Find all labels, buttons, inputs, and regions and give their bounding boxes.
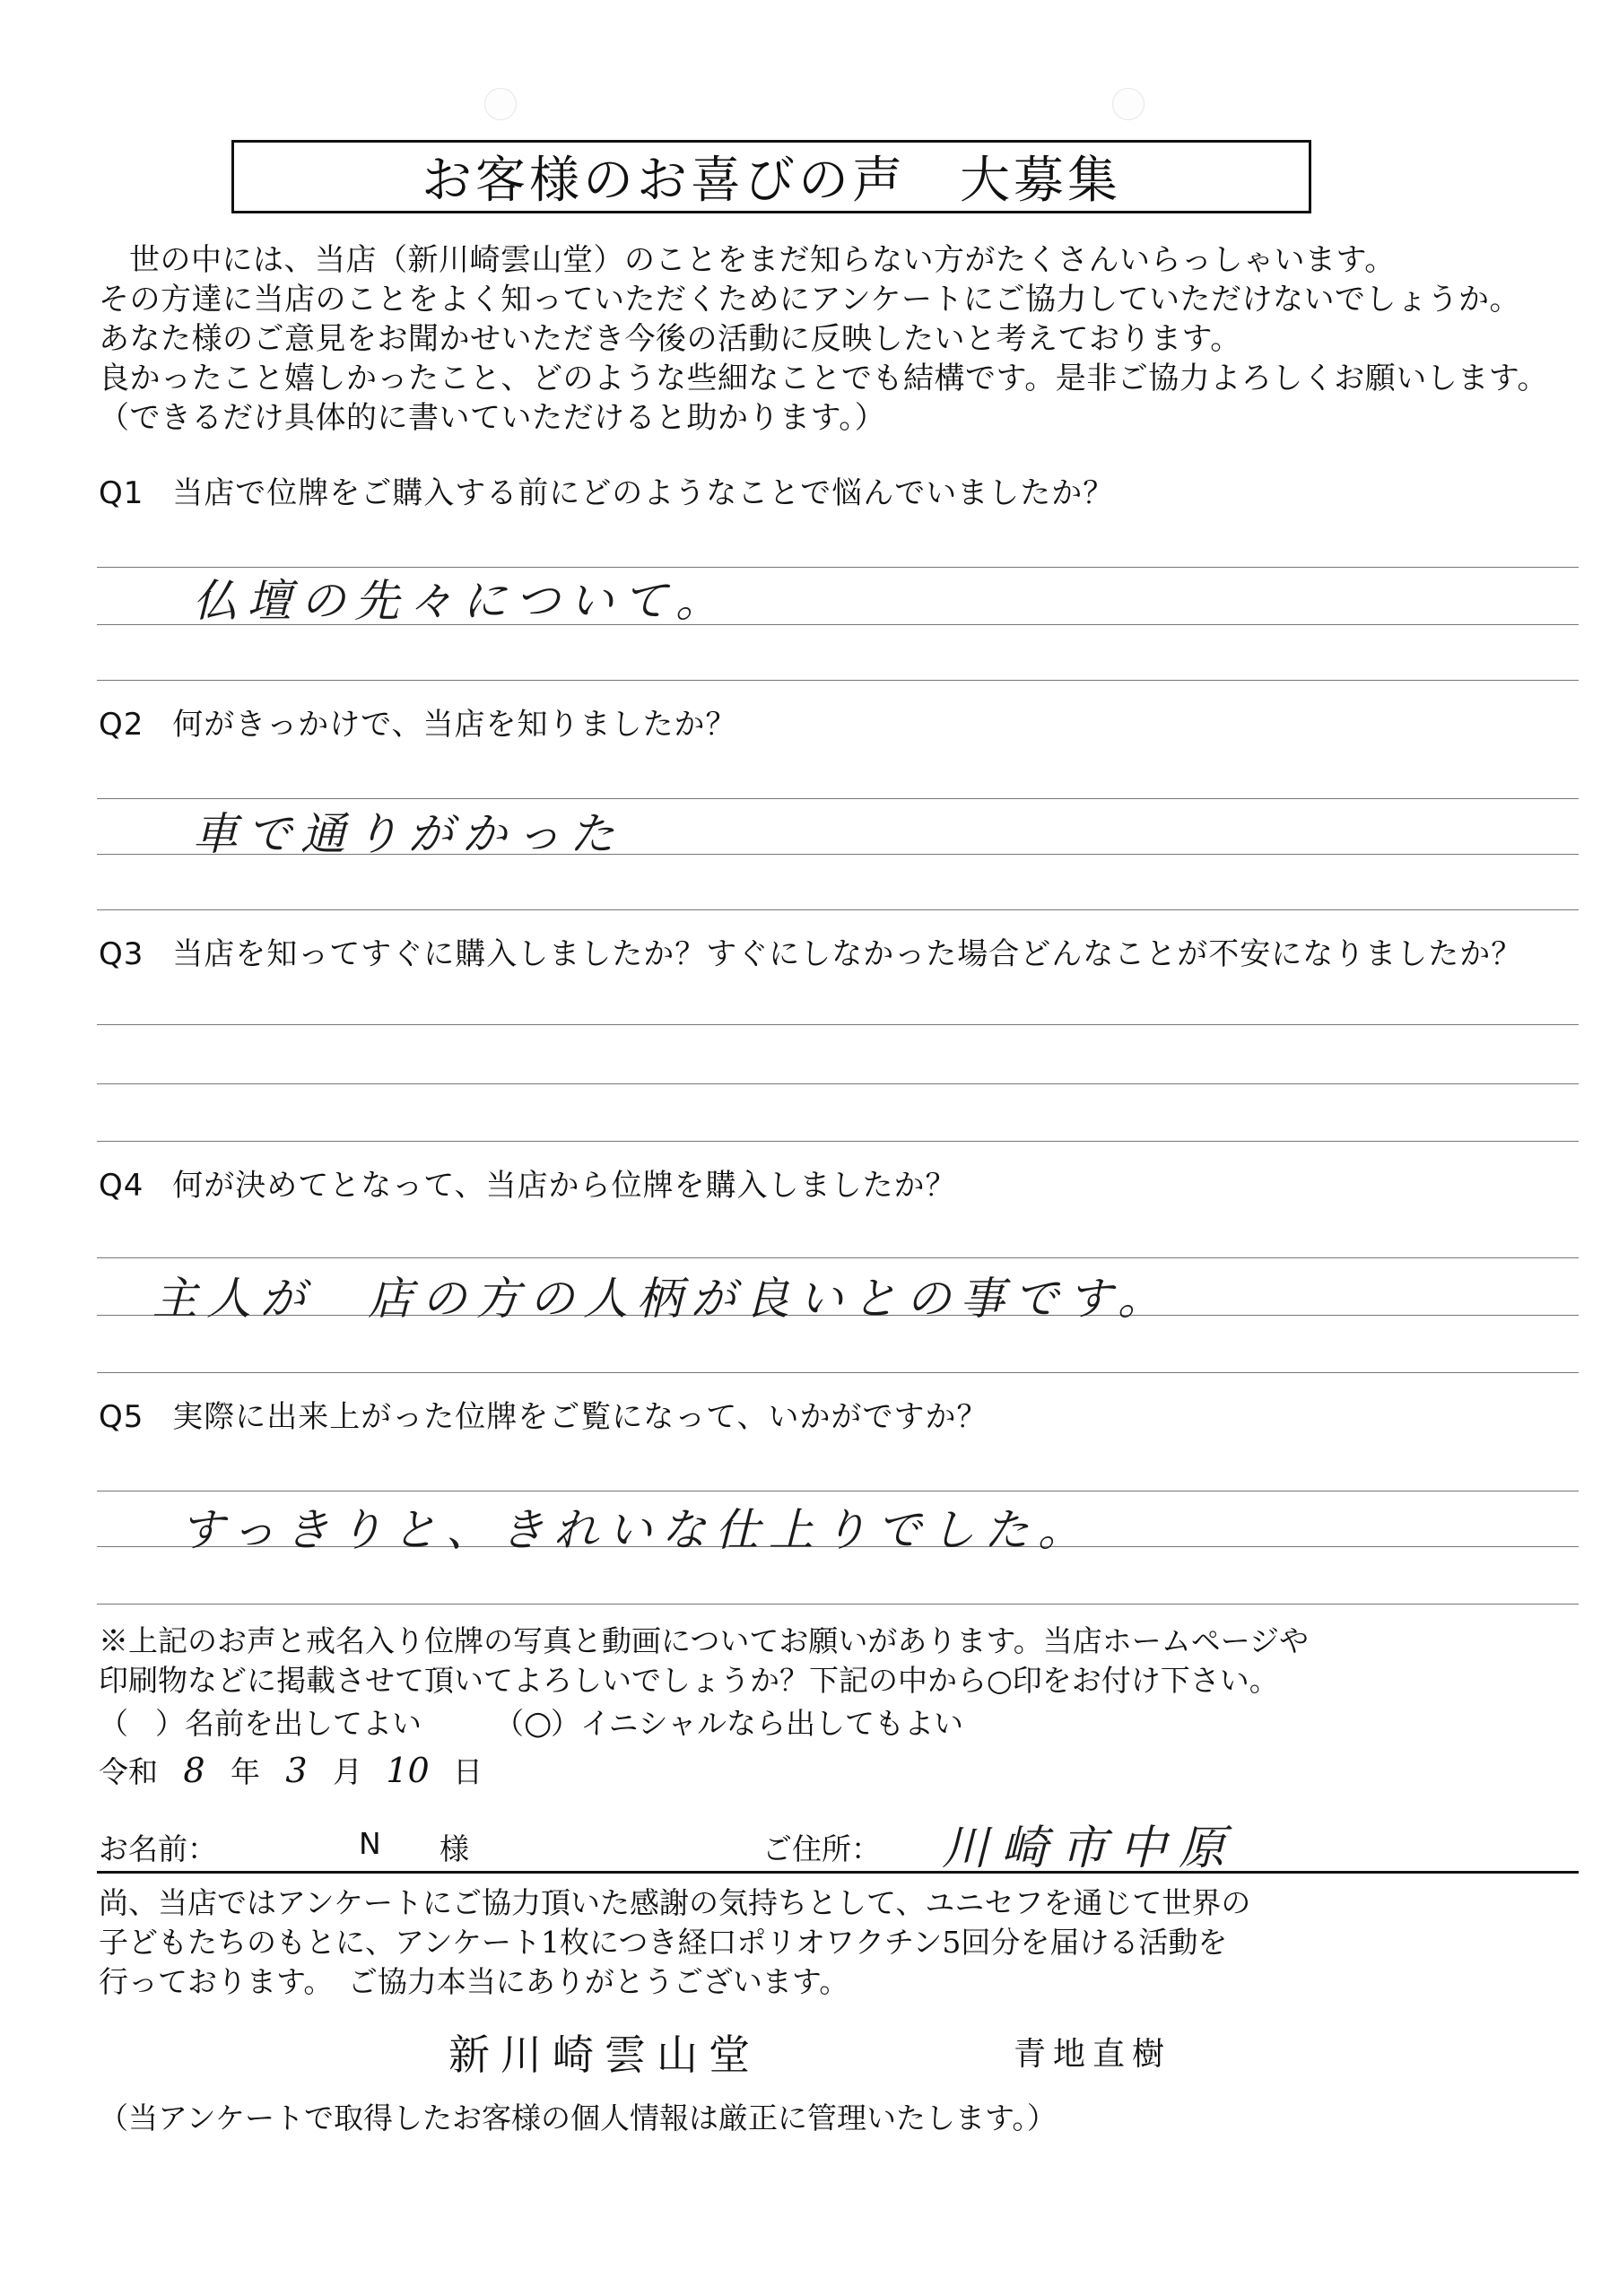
question-number: Q2 — [99, 707, 144, 743]
answer-4-handwritten: 主人が 店の方の人柄が良いとの事です。 — [152, 1273, 1171, 1325]
date-month: 3 — [285, 1751, 308, 1790]
answer-line — [97, 1024, 1579, 1025]
consent-options — [99, 1700, 963, 1743]
thanks-text — [99, 1883, 1570, 2002]
thanks-line: 尚、当店ではアンケートにご協力頂いた感謝の気持ちとして、ユニセフを通じて世界の — [99, 1885, 1251, 1920]
punch-hole-left — [484, 88, 517, 120]
question-text: 当店で位牌をご購入する前にどのようなことで悩んでいましたか？ — [172, 475, 1115, 511]
intro-line: あなた様のご意見をお聞かせいただき今後の活動に反映したいと考えております。 — [99, 321, 1241, 357]
customer-address: 川崎市中原 — [942, 1822, 1239, 1875]
date-era: 令和 — [99, 1754, 158, 1789]
answer-1-handwritten: 仏壇の先々について。 — [193, 575, 729, 627]
intro-line: （できるだけ具体的に書いていただけると助かります。） — [99, 400, 886, 436]
consent-mark-initial: ○ — [524, 1705, 553, 1742]
question-2 — [99, 700, 737, 744]
question-number: Q1 — [99, 475, 144, 511]
answer-line — [97, 1604, 1579, 1605]
question-3 — [99, 929, 1522, 973]
answer-line — [97, 909, 1579, 910]
page-title: お客様のお喜びの声 大募集 — [231, 140, 1311, 213]
thanks-line: 子どもたちのもとに、アンケート1枚につき経口ポリオワクチン5回分を届ける活動を — [99, 1925, 1228, 1960]
answer-2-handwritten: 車で通りがかった — [193, 808, 623, 860]
name-divider — [97, 1871, 1579, 1874]
privacy-note: （当アンケートで取得したお客様の個人情報は厳正に管理いたします。） — [99, 2100, 1057, 2135]
answer-line — [97, 680, 1579, 681]
question-text: 実際に出来上がった位牌をご覧になって、いかがですか？ — [172, 1399, 988, 1435]
question-number: Q4 — [99, 1168, 144, 1204]
consent-label-name: 名前を出してよい — [185, 1706, 422, 1741]
answer-line — [97, 1372, 1579, 1373]
question-number: Q3 — [99, 936, 144, 972]
answer-5-handwritten: すっきりと、きれいな仕上りでした。 — [179, 1504, 1092, 1556]
date-day: 10 — [386, 1751, 430, 1790]
intro-line: 良かったこと嬉しかったこと、どのような些細なことでも結構です。是非ご協力よろしくお願いします。 — [99, 361, 1549, 396]
question-number: Q5 — [99, 1399, 144, 1435]
intro-line: 世の中には、当店（新川崎雲山堂）のことをまだ知らない方がたくさんいらっしゃいます。 — [129, 242, 1396, 278]
question-4 — [99, 1161, 957, 1205]
name-honorific: 様 — [440, 1831, 469, 1866]
answer-line — [97, 1491, 1579, 1492]
name-label: お名前： — [99, 1831, 217, 1866]
notice-line: ※上記のお声と戒名入り位牌の写真と動画についてお願いがあります。当店ホームページや — [99, 1623, 1310, 1658]
shop-name: 新川崎雲山堂 — [448, 2031, 761, 2079]
date-year-unit: 年 — [231, 1754, 260, 1789]
consent-option-name[interactable]: （ ）名前を出してよい — [99, 1706, 422, 1741]
intro-text — [99, 240, 1570, 438]
question-text: 当店を知ってすぐに購入しましたか？すぐにしなかった場合どんなことが不安になりましたか？ — [172, 936, 1523, 972]
question-1 — [99, 468, 1114, 512]
question-5 — [99, 1392, 988, 1436]
answer-line — [97, 1257, 1579, 1258]
consent-label-initial: イニシャルなら出してもよい — [580, 1706, 964, 1741]
punch-hole-right — [1112, 88, 1145, 120]
notice-line: 印刷物などに掲載させて頂いてよろしいでしょうか？下記の中から○印をお付け下さい。 — [99, 1663, 1279, 1698]
address-label: ご住所： — [762, 1831, 881, 1866]
customer-name: N — [359, 1826, 381, 1861]
date-month-unit: 月 — [333, 1754, 362, 1789]
owner-name: 青地直樹 — [1014, 2036, 1172, 2073]
thanks-line: 行っております。 ご協力本当にありがとうございます。 — [99, 1964, 849, 1999]
photo-consent-notice — [99, 1622, 1570, 1700]
date-year: 8 — [183, 1751, 205, 1790]
consent-option-initial[interactable]: （○）イニシャルなら出してもよい — [494, 1705, 964, 1742]
intro-line: その方達に当店のことをよく知っていただくためにアンケートにご協力していただけないでしょうか。 — [99, 282, 1520, 317]
answer-line — [97, 1083, 1579, 1084]
date-day-unit: 日 — [453, 1754, 483, 1789]
answer-line — [97, 1141, 1579, 1142]
date-field — [99, 1749, 483, 1791]
question-text: 何が決めてとなって、当店から位牌を購入しましたか？ — [172, 1168, 957, 1204]
question-text: 何がきっかけで、当店を知りましたか？ — [172, 707, 737, 743]
